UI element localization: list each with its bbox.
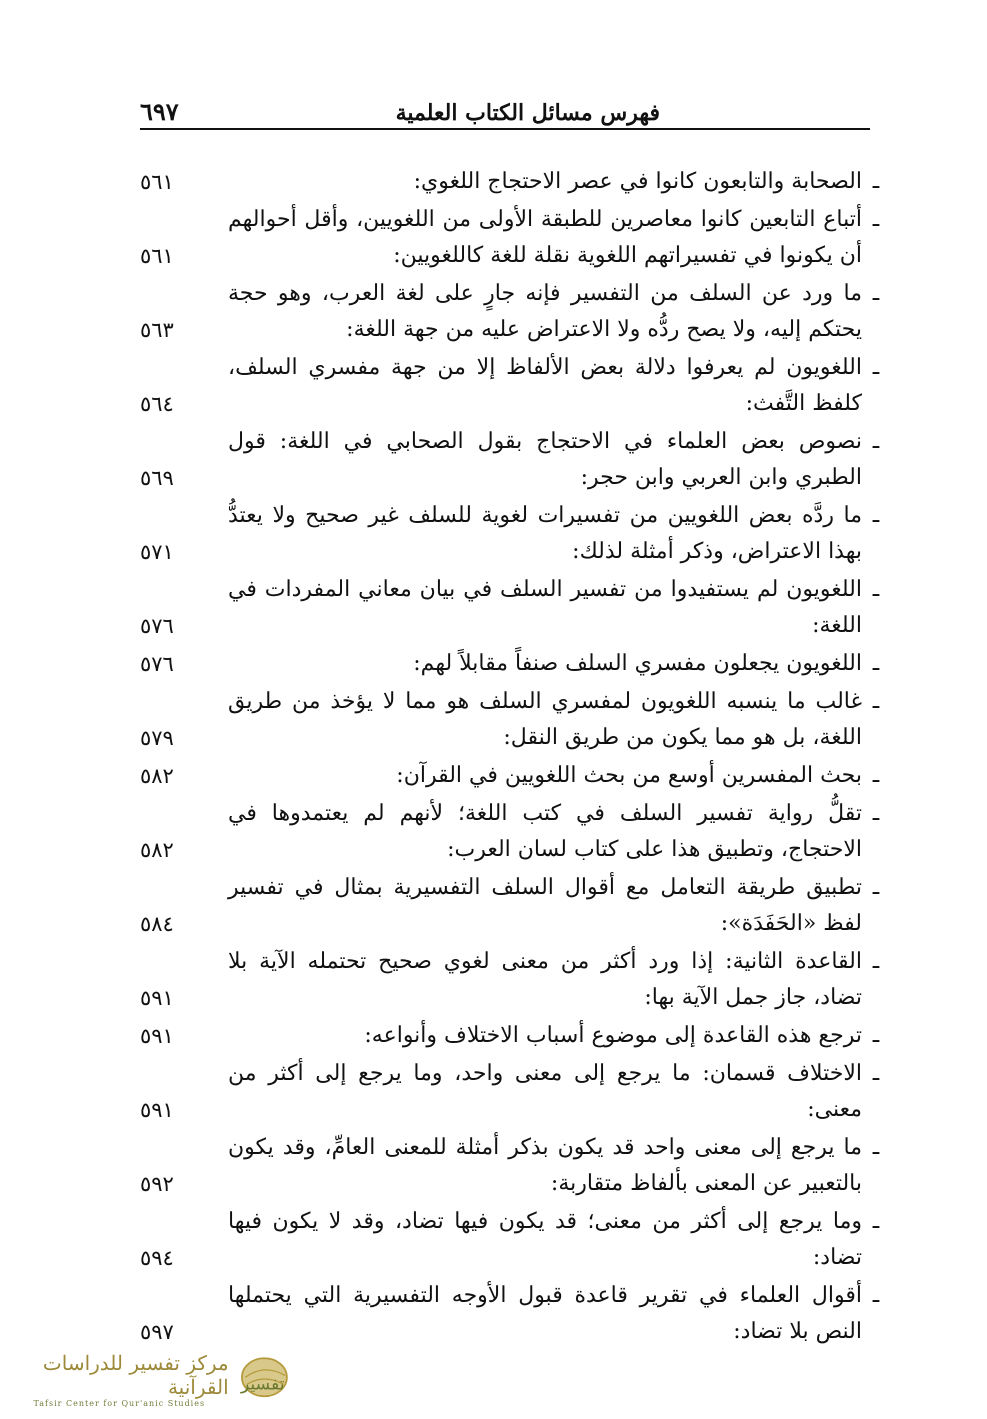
entry-page: ٥٩١ <box>140 986 174 1010</box>
index-list <box>140 164 890 1352</box>
entry-text: ترجع هذه القاعدة إلى موضوع أسباب الاختلاف وأنواعه: <box>364 1023 862 1048</box>
globe-logo-icon <box>235 1351 290 1407</box>
entry-bullet: ـ <box>872 1135 880 1160</box>
page-header <box>140 86 870 126</box>
entry-text: الاختلاف قسمان: ما يرجع إلى معنى واحد، وما يرجع إلى أكثر من معنى: <box>228 1061 862 1122</box>
index-entry <box>140 276 890 348</box>
entry-text: القاعدة الثانية: إذا ورد أكثر من معنى لغوي صحيح تحتمله الآية بلا تضاد، جاز جمل الآية بها: <box>228 949 862 1010</box>
entry-page: ٥٦١ <box>140 170 174 194</box>
index-entry <box>140 944 890 1016</box>
entry-text: بحث المفسرين أوسع من بحث اللغويين في القرآن: <box>396 763 862 788</box>
entry-bullet: ـ <box>872 1283 880 1308</box>
entry-bullet: ـ <box>872 577 880 602</box>
entry-bullet: ـ <box>872 1209 880 1234</box>
entry-bullet: ـ <box>872 875 880 900</box>
entry-page: ٥٧٩ <box>140 726 174 750</box>
entry-text: اللغويون لم يستفيدوا من تفسير السلف في بيان معاني المفردات في اللغة: <box>228 577 862 638</box>
entry-text: تقلُّ رواية تفسير السلف في كتب اللغة؛ لأنهم لم يعتمدوها في الاحتجاج، وتطبيق هذا على كتاب لسان العرب: <box>228 801 862 862</box>
entry-page: ٥٩٧ <box>140 1320 174 1344</box>
index-entry <box>140 870 890 942</box>
entry-bullet: ـ <box>872 1061 880 1086</box>
entry-bullet: ـ <box>872 1023 880 1048</box>
logo-wordmark <box>10 1351 229 1408</box>
entry-text: اللغويون لم يعرفوا دلالة بعض الألفاظ إلا من جهة مفسري السلف، كلفظ التَّفث: <box>228 355 862 416</box>
entry-page: ٥٦٣ <box>140 318 174 342</box>
index-entry <box>140 572 890 644</box>
entry-bullet: ـ <box>872 207 880 232</box>
entry-bullet: ـ <box>872 503 880 528</box>
entry-page: ٥٦٩ <box>140 466 174 490</box>
header-rule <box>140 128 870 130</box>
entry-text: ما يرجع إلى معنى واحد قد يكون بذكر أمثلة للمعنى العامِّ، وقد يكون بالتعبير عن المعنى بألفاظ متقاربة: <box>228 1135 862 1196</box>
svg-text:تفسير: تفسير <box>240 1374 285 1395</box>
index-entry <box>140 1056 890 1128</box>
index-entry <box>140 1018 890 1054</box>
entry-text: أتباع التابعين كانوا معاصرين للطبقة الأولى من اللغويين، وأقل أحوالهم أن يكونوا في تفسيراتهم اللغوية نقلة للغة كاللغويين: <box>228 207 862 268</box>
entry-page: ٥٩٤ <box>140 1246 174 1270</box>
publisher-logo <box>10 1350 290 1408</box>
entry-page: ٥٧١ <box>140 540 174 564</box>
entry-bullet: ـ <box>872 763 880 788</box>
page-number: ٦٩٧ <box>140 97 179 126</box>
index-entry <box>140 1204 890 1276</box>
entry-bullet: ـ <box>872 355 880 380</box>
entry-page: ٥٨٢ <box>140 838 174 862</box>
entry-bullet: ـ <box>872 689 880 714</box>
index-entry <box>140 1130 890 1202</box>
entry-bullet: ـ <box>872 651 880 676</box>
index-entry <box>140 350 890 422</box>
entry-page: ٥٨٢ <box>140 764 174 788</box>
entry-text: ما ردَّه بعض اللغويين من تفسيرات لغوية للسلف غير صحيح ولا يعتدُّ بهذا الاعتراض، وذكر أمثلة لذلك: <box>228 503 862 564</box>
entry-text: اللغويون يجعلون مفسري السلف صنفاً مقابلاً لهم: <box>413 651 862 676</box>
entry-page: ٥٦٤ <box>140 392 174 416</box>
index-entry <box>140 684 890 756</box>
entry-page: ٥٦١ <box>140 244 174 268</box>
entry-text: الصحابة والتابعون كانوا في عصر الاحتجاج اللغوي: <box>413 169 862 194</box>
index-entry <box>140 202 890 274</box>
index-entry <box>140 1278 890 1350</box>
entry-page: ٥٩٢ <box>140 1172 174 1196</box>
index-entry <box>140 758 890 794</box>
entry-page: ٥٧٦ <box>140 614 174 638</box>
logo-english-name: Tafsir Center for Qur'anic Studies <box>33 1398 206 1408</box>
entry-page: ٥٩١ <box>140 1098 174 1122</box>
index-entry <box>140 796 890 868</box>
entry-text: وما يرجع إلى أكثر من معنى؛ قد يكون فيها تضاد، وقد لا يكون فيها تضاد: <box>228 1209 862 1270</box>
index-entry <box>140 646 890 682</box>
entry-text: أقوال العلماء في تقرير قاعدة قبول الأوجه التفسيرية التي يحتملها النص بلا تضاد: <box>228 1283 862 1344</box>
logo-arabic-name: مركز تفسير للدراسات القرآنية <box>42 1350 229 1399</box>
entry-page: ٥٩١ <box>140 1024 174 1048</box>
running-title: فهرس مسائل الكتاب العلمية <box>395 100 660 126</box>
index-entry <box>140 424 890 496</box>
entry-page: ٥٨٤ <box>140 912 174 936</box>
index-entry <box>140 498 890 570</box>
entry-text: ما ورد عن السلف من التفسير فإنه جارٍ على لغة العرب، وهو حجة يحتكم إليه، ولا يصح ردُّه ولا الاعتراض عليه من جهة اللغة: <box>228 281 862 342</box>
entry-bullet: ـ <box>872 801 880 826</box>
entry-bullet: ـ <box>872 429 880 454</box>
index-entry <box>140 164 890 200</box>
entry-bullet: ـ <box>872 169 880 194</box>
entry-bullet: ـ <box>872 949 880 974</box>
entry-text: تطبيق طريقة التعامل مع أقوال السلف التفسيرية بمثال في تفسير لفظ «الحَفَدَة»: <box>228 875 862 936</box>
entry-text: غالب ما ينسبه اللغويون لمفسري السلف هو مما لا يؤخذ من طريق اللغة، بل هو مما يكون من طريق النقل: <box>228 689 862 750</box>
entry-page: ٥٧٦ <box>140 652 174 676</box>
entry-bullet: ـ <box>872 281 880 306</box>
entry-text: نصوص بعض العلماء في الاحتجاج بقول الصحابي في اللغة: قول الطبري وابن العربي وابن حجر: <box>228 429 862 490</box>
